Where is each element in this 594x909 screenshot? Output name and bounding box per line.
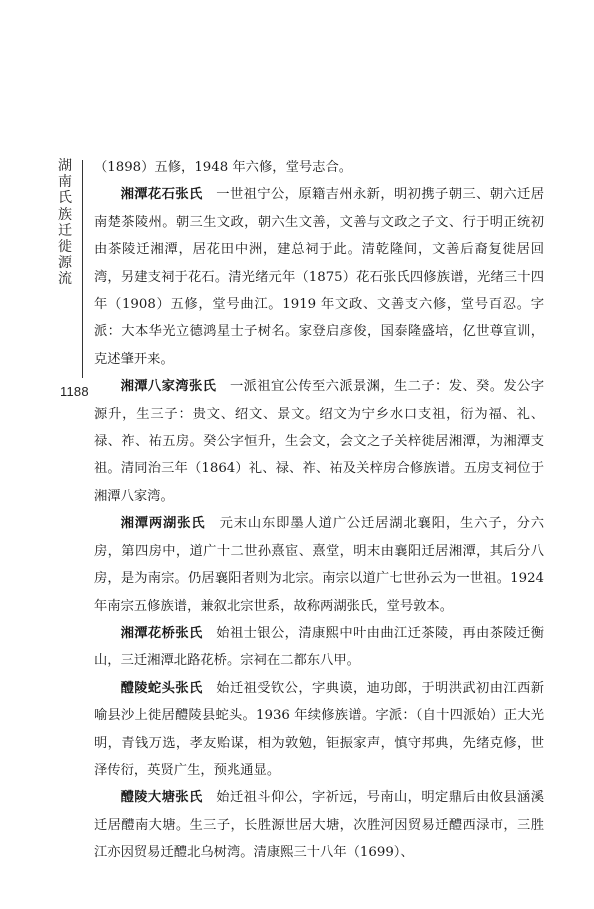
- margin-rule: [82, 160, 83, 378]
- running-title-char: 流: [58, 271, 72, 288]
- paragraph: [94, 154, 544, 181]
- entry-text: 元末山东即墨人道广公迁居湖北襄阳，生六子，分六房，第四房中，道广十二世孙熹宦、熹堂，明末由襄阳迁居湘潭，其后分八房，是为南宗。仍居襄阳者则为北宗。南宗以道广七世孙云为一世祖。1924 年南宗五修族谱，兼叙北宗世系，故称两湖张氏，堂号敦本。: [94, 516, 545, 614]
- running-title-char: 氏: [58, 190, 72, 207]
- entry-heading: 醴陵蛇头张氏: [120, 680, 203, 696]
- running-title-char: 湖: [58, 158, 72, 174]
- paragraph: [94, 675, 544, 785]
- running-title-char: 源: [58, 255, 72, 272]
- running-title: [56, 158, 74, 288]
- page-body: [94, 154, 544, 867]
- paragraph: [94, 784, 544, 866]
- entry-heading: 湘潭花石张氏: [120, 187, 203, 203]
- entry-text: 一派祖宜公传至六派景渊，生二子：发、癸。发公字源升，生三子：贵文、绍文、景文。绍文为宁乡水口支祖，衍为福、礼、禄、祚、祐五房。癸公字恒升，生会文，会文之子关梓徙居湘潭，为湘潭支祖。清同治三年（1864）礼、禄、祚、祐及关梓房合修族谱。五房支祠位于湘潭八家湾。: [94, 379, 545, 504]
- entry-heading: 湘潭八家湾张氏: [120, 379, 217, 395]
- running-title-char: 迁: [58, 222, 72, 239]
- paragraph: [94, 373, 544, 510]
- entry-heading: 湘潭花桥张氏: [120, 625, 203, 641]
- entry-heading: 湘潭两湖张氏: [120, 516, 206, 532]
- paragraph: [94, 510, 544, 620]
- entry-text: 始迁祖斗仰公，字祈远，号南山，明定鼎后由攸县涵溪迁居醴南大塘。生三子，长胜源世居大塘，次胜河因贸易迁醴西渌市，三胜江亦因贸易迁醴北乌树湾。清康熙三十八年（1699）、: [94, 790, 545, 861]
- entry-text: 始祖士银公，清康熙中叶由曲江迁茶陵，再由茶陵迁衡山，三迁湘潭北路花桥。宗祠在二都东八甲。: [94, 625, 545, 669]
- paragraph: [94, 181, 544, 373]
- entry-text: （1898）五修，1948 年六修，堂号志合。: [94, 160, 353, 175]
- page-number: 1188: [60, 384, 89, 399]
- running-title-char: 徙: [58, 239, 72, 256]
- entry-heading: 醴陵大塘张氏: [120, 790, 203, 806]
- paragraph: [94, 620, 544, 675]
- entry-text: 始迁祖受钦公，字典谟，迪功郎，于明洪武初由江西新喻县沙上徙居醴陵县蛇头。1936 年续修族谱。字派：（自十四派始）正大光明，青钱万选，孝友贻谋，相为敦勉，钜振家声，慎守邦典，先绪克修，世泽传衍，英贤广生，预兆通显。: [94, 680, 545, 778]
- entry-text: 一世祖宁公，原籍吉州永新，明初携子朝三、朝六迁居南楚茶陵州。朝三生文政，朝六生文善，文善与文政之子文、行于明正统初由茶陵迁湘潭，居花田中洲，建总祠于此。清乾隆间，文善后裔复徙居回湾，另建支祠于花石。清光绪元年（1875）花石张氏四修族谱，光绪三十四年（1908）五修，堂号曲江。1919 年文政、文善支六修，堂号百忍。字派：大本华光立德鸿星士子树名。家登启彦俊，国泰隆盛培，亿世尊宣训，克述肇开来。: [94, 187, 545, 367]
- running-title-char: 族: [58, 206, 72, 223]
- running-title-char: 南: [58, 174, 72, 191]
